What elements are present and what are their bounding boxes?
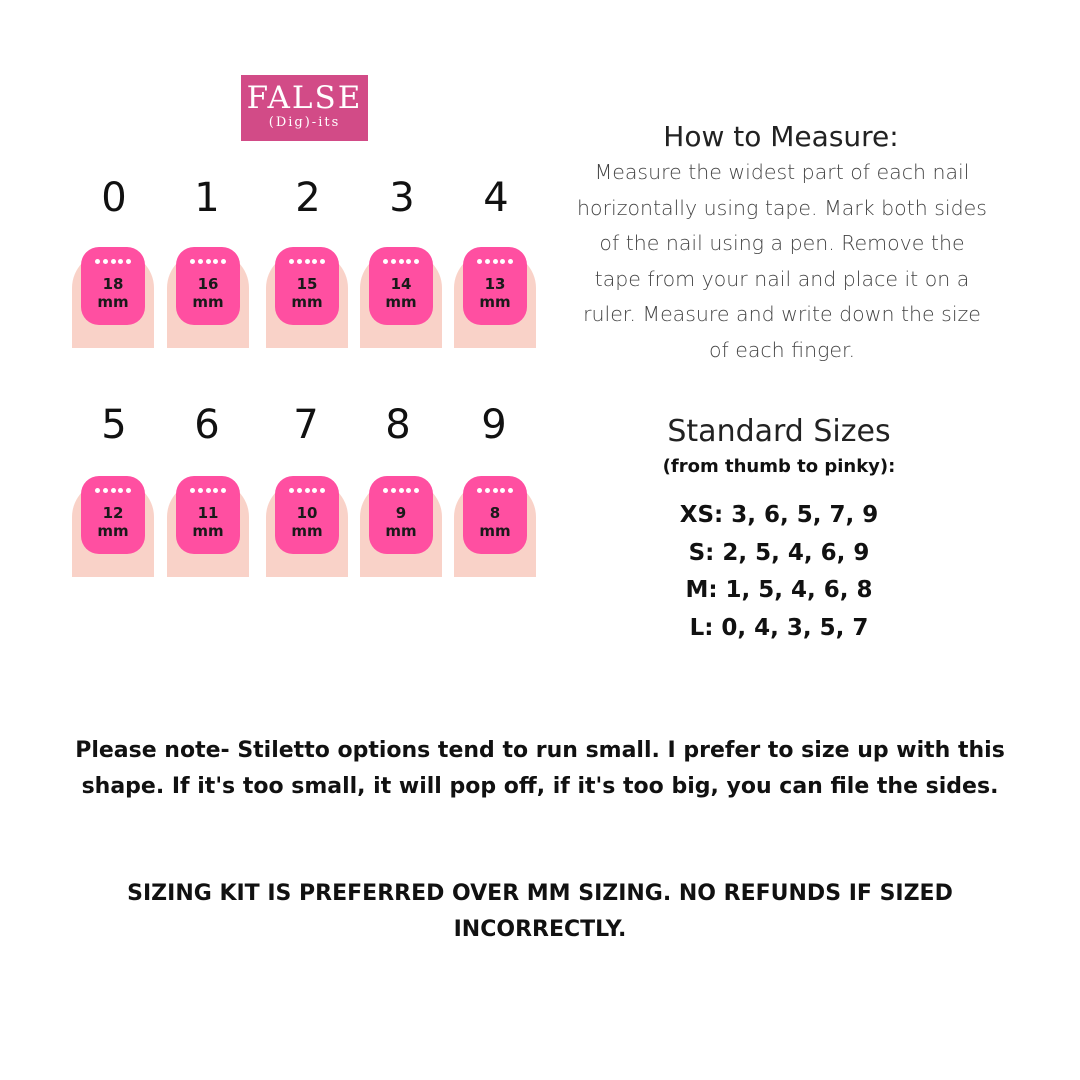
standard-sizes-list xyxy=(620,497,938,647)
finger-0 xyxy=(72,252,154,348)
measure-dots xyxy=(95,488,131,494)
finger-9 xyxy=(454,481,536,577)
size-s: S: 2, 5, 4, 6, 9 xyxy=(688,539,870,566)
nail-mm-value: 12 xyxy=(102,504,124,522)
finger-8 xyxy=(360,481,442,577)
size-label-4: 4 xyxy=(483,175,509,221)
nail-mm-value: 15 xyxy=(296,275,318,293)
size-label-0: 0 xyxy=(101,175,127,221)
nail-mm-value: 8 xyxy=(489,504,501,522)
how-to-measure-body: Measure the widest part of each nail horizontally using tape. Mark both sides of the nail using a pen. Remove the tape from your nail and place it on a ruler. Measure and write down the size of each finger. xyxy=(577,160,987,362)
finger-3 xyxy=(360,252,442,348)
measure-dots xyxy=(190,488,226,494)
nail-mm-unit: mm xyxy=(192,522,224,540)
measure-dots xyxy=(289,488,325,494)
nail-mm-value: 13 xyxy=(484,275,506,293)
measure-dots xyxy=(477,488,513,494)
measure-dots xyxy=(289,259,325,265)
nail-icon xyxy=(275,247,339,325)
standard-sizes-subtitle: (from thumb to pinky): xyxy=(662,456,896,477)
finger-2 xyxy=(266,252,348,348)
nail-icon xyxy=(463,476,527,554)
nail-icon xyxy=(176,247,240,325)
nail-mm-value: 18 xyxy=(102,275,124,293)
brand-logo xyxy=(241,75,368,141)
size-label-3: 3 xyxy=(389,175,415,221)
nail-icon xyxy=(369,476,433,554)
how-to-measure-title: How to Measure: xyxy=(663,120,899,153)
size-label-8: 8 xyxy=(385,402,411,448)
size-label-6: 6 xyxy=(194,402,220,448)
size-label-2: 2 xyxy=(295,175,321,221)
nail-mm-unit: mm xyxy=(97,522,129,540)
sizing-warning: SIZING KIT IS PREFERRED OVER MM SIZING. NO REFUNDS IF SIZED INCORRECTLY. xyxy=(127,881,953,942)
measure-dots xyxy=(383,488,419,494)
nail-mm-unit: mm xyxy=(192,293,224,311)
nail-mm-unit: mm xyxy=(291,293,323,311)
size-m: M: 1, 5, 4, 6, 8 xyxy=(685,577,873,603)
logo-line2: (Dig)-its xyxy=(268,115,341,130)
size-l: L: 0, 4, 3, 5, 7 xyxy=(689,614,869,641)
size-label-1: 1 xyxy=(194,175,220,221)
nail-mm-value: 11 xyxy=(197,504,219,522)
nail-mm-unit: mm xyxy=(479,293,511,311)
nail-mm-unit: mm xyxy=(479,522,511,540)
nail-mm-unit: mm xyxy=(97,293,129,311)
nail-mm-unit: mm xyxy=(385,522,417,540)
nail-icon xyxy=(81,247,145,325)
nail-icon xyxy=(369,247,433,325)
standard-sizes-title: Standard Sizes xyxy=(667,414,891,449)
finger-5 xyxy=(72,481,154,577)
finger-1 xyxy=(167,252,249,348)
size-label-7: 7 xyxy=(293,402,319,448)
size-xs: XS: 3, 6, 5, 7, 9 xyxy=(679,502,879,528)
nail-mm-value: 16 xyxy=(197,275,219,293)
measure-dots xyxy=(95,259,131,265)
size-label-9: 9 xyxy=(481,402,507,448)
nail-mm-value: 10 xyxy=(296,504,318,522)
measure-dots xyxy=(477,259,513,265)
nail-icon xyxy=(81,476,145,554)
finger-6 xyxy=(167,481,249,577)
nail-mm-value: 14 xyxy=(390,275,412,293)
nail-icon xyxy=(463,247,527,325)
measure-dots xyxy=(383,259,419,265)
measure-dots xyxy=(190,259,226,265)
nail-mm-value: 9 xyxy=(395,504,407,522)
nail-mm-unit: mm xyxy=(291,522,323,540)
finger-7 xyxy=(266,481,348,577)
nail-mm-unit: mm xyxy=(385,293,417,311)
size-label-5: 5 xyxy=(101,402,127,448)
nail-icon xyxy=(275,476,339,554)
finger-4 xyxy=(454,252,536,348)
nail-icon xyxy=(176,476,240,554)
stiletto-note: Please note- Stiletto options tend to run small. I prefer to size up with this shape. If it's too small, it will pop off, if it's too big, you can file the sides. xyxy=(75,738,1005,799)
logo-line1: FALSE xyxy=(246,80,363,116)
